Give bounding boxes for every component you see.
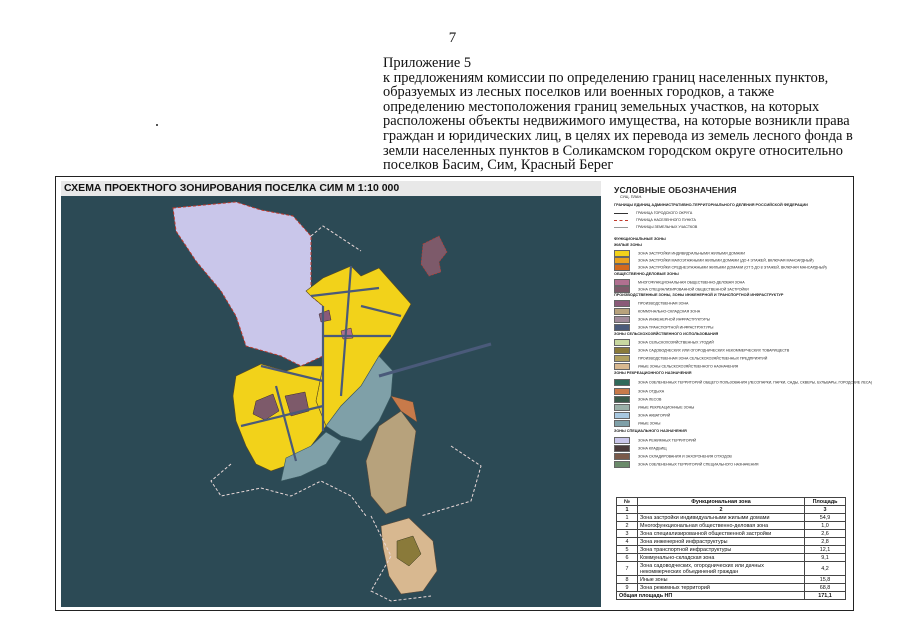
zone-number: 3 xyxy=(617,530,638,538)
zone-area: 1,0 xyxy=(805,522,846,530)
legend-swatch xyxy=(614,324,630,331)
legend-label: ЗОНА ИНЖЕНЕРНОЙ ИНФРАСТРУКТУРЫ xyxy=(638,317,710,322)
zone-name: Зона застройки индивидуальными жилыми домами xyxy=(638,514,805,522)
legend-section-header: ЗОНЫ РЕКРЕАЦИОННОГО НАЗНАЧЕНИЯ xyxy=(614,371,692,375)
legend-swatch xyxy=(614,420,630,427)
legend-swatch xyxy=(614,286,630,293)
table-index-cell: 1 xyxy=(617,506,638,514)
zone-number: 6 xyxy=(617,554,638,562)
zone-name: Зона специализированной общественной застройки xyxy=(638,530,805,538)
legend-swatch xyxy=(614,308,630,315)
zone-number: 8 xyxy=(617,576,638,584)
legend-line-swatch xyxy=(614,220,628,221)
legend-swatch xyxy=(614,404,630,411)
legend-swatch xyxy=(614,396,630,403)
zone-area-table xyxy=(616,497,846,600)
legend-item xyxy=(614,316,710,323)
legend-label: ЗОНА КЛАДБИЩ xyxy=(638,446,667,451)
legend-swatch xyxy=(614,264,630,271)
legend-section-header: ОБЩЕСТВЕННО-ДЕЛОВЫЕ ЗОНЫ xyxy=(614,272,679,276)
table-header-cell: Функциональная зона xyxy=(638,498,805,506)
legend-item xyxy=(614,347,789,354)
legend-swatch xyxy=(614,279,630,286)
zone-number: 9 xyxy=(617,584,638,592)
legend-subtitle: СУЩ. ПЛАН. xyxy=(620,195,643,199)
map-drawing xyxy=(61,196,601,607)
legend-swatch xyxy=(614,445,630,452)
legend-swatch xyxy=(614,453,630,460)
table-row xyxy=(617,514,846,522)
legend-swatch xyxy=(614,388,630,395)
legend-swatch xyxy=(614,250,630,257)
legend-boundaries-header: ГРАНИЦЫ ЕДИНИЦ АДМИНИСТРАТИВНО-ТЕРРИТОРИАЛЬНОГО ДЕЛЕНИЯ РОССИЙСКОЙ ФЕДЕРАЦИИ xyxy=(614,203,808,207)
legend-section-header: ЗОНЫ СЕЛЬСКОХОЗЯЙСТВЕННОГО ИСПОЛЬЗОВАНИЯ xyxy=(614,332,719,336)
table-row xyxy=(617,584,846,592)
legend-item xyxy=(614,308,700,315)
legend-swatch xyxy=(614,363,630,370)
legend-label: ЗОНА АКВАТОРИЙ xyxy=(638,413,671,418)
legend-swatch xyxy=(614,379,630,386)
legend-item xyxy=(614,264,827,271)
legend-label: ЗОНА ОЗЕЛЕНЕННЫХ ТЕРРИТОРИЙ ОБЩЕГО ПОЛЬЗОВАНИЯ (ЛЕСОПАРКИ, ПАРКИ, САДЫ, СКВЕРЫ, БУЛЬВАРЫ, ГОРОДСКИЕ ЛЕСА) xyxy=(638,380,873,385)
legend-item xyxy=(614,420,660,427)
table-row xyxy=(617,554,846,562)
zone-number: 5 xyxy=(617,546,638,554)
zone-number: 1 xyxy=(617,514,638,522)
zone-number: 4 xyxy=(617,538,638,546)
legend-label: ЗОНА САДОВОДЧЕСКИХ ИЛИ ОГОРОДНИЧЕСКИХ НЕКОММЕРЧЕСКИХ ТОВАРИЩЕСТВ xyxy=(638,348,790,353)
zone-name: Зона садоводческих, огороднических или дачных некоммерческих объединений граждан xyxy=(638,562,805,576)
legend-label: ЗОНА ЗАСТРОЙКИ ИНДИВИДУАЛЬНЫМИ ЖИЛЫМИ ДОМАМИ xyxy=(638,251,745,256)
zone-name: Иные зоны xyxy=(638,576,805,584)
legend-label: ГРАНИЦА НАСЕЛЕННОГО ПУНКТА xyxy=(636,218,696,222)
legend-item xyxy=(614,250,745,257)
legend-item xyxy=(614,279,745,286)
legend-item xyxy=(614,412,670,419)
table-index-cell: 3 xyxy=(805,506,846,514)
scan-speck xyxy=(156,124,158,126)
legend-swatch xyxy=(614,316,630,323)
legend-label: ЗОНА СКЛАДИРОВАНИЯ И ЗАХОРОНЕНИЯ ОТХОДОВ xyxy=(638,454,732,459)
table-row xyxy=(617,530,846,538)
legend-item xyxy=(614,461,759,468)
legend-section-header: ПРОИЗВОДСТВЕННЫЕ ЗОНЫ, ЗОНЫ ИНЖЕНЕРНОЙ И ТРАНСПОРТНОЙ ИНФРАСТРУКТУР xyxy=(614,293,784,297)
table-total-row xyxy=(617,592,846,600)
legend-label: ЗОНА РЕЖИМНЫХ ТЕРРИТОРИЙ xyxy=(638,438,697,443)
table-row xyxy=(617,562,846,576)
zone-number: 7 xyxy=(617,562,638,576)
legend-label: ГРАНИЦЫ ЗЕМЕЛЬНЫХ УЧАСТКОВ xyxy=(636,225,698,229)
legend-label: ЗОНА ТРАНСПОРТНОЙ ИНФРАСТРУКТУРЫ xyxy=(638,325,714,330)
legend-swatch xyxy=(614,412,630,419)
appendix-heading xyxy=(383,56,853,173)
table-index-row xyxy=(617,506,846,514)
legend-section-header: ФУНКЦИОНАЛЬНЫЕ ЗОНЫ xyxy=(614,237,666,241)
legend-label: ИНЫЕ ЗОНЫ СЕЛЬСКОХОЗЯЙСТВЕННОГО НАЗНАЧЕНИЯ xyxy=(638,364,739,369)
legend-swatch xyxy=(614,300,630,307)
legend-section-sub: ЖИЛЫЕ ЗОНЫ xyxy=(614,243,642,247)
legend-item xyxy=(614,363,738,370)
appendix-title: Приложение 5 xyxy=(383,55,472,71)
legend-item xyxy=(614,396,661,403)
zone-area: 12,1 xyxy=(805,546,846,554)
legend-label: ПРОИЗВОДСТВЕННАЯ ЗОНА СЕЛЬСКОХОЗЯЙСТВЕННЫХ ПРЕДПРИЯТИЙ xyxy=(638,356,768,361)
legend-boundary-item xyxy=(614,225,697,229)
legend-label: ЗОНА ЗАСТРОЙКИ СРЕДНЕЭТАЖНЫМИ ЖИЛЫМИ ДОМАМИ (ОТ 5 ДО 8 ЭТАЖЕЙ, ВКЛЮЧАЯ МАНСАРДНЫЙ) xyxy=(638,265,827,270)
legend-item xyxy=(614,404,694,411)
legend-line-swatch xyxy=(614,227,628,228)
legend-label: ИНЫЕ РЕКРЕАЦИОННЫЕ ЗОНЫ xyxy=(638,405,695,410)
legend-item xyxy=(614,437,696,444)
regime-zone-west xyxy=(173,202,323,366)
legend-label: ЗОНА ЛЕСОВ xyxy=(638,397,662,402)
zone-area: 4,2 xyxy=(805,562,846,576)
northeast-engineering-object xyxy=(421,236,447,276)
legend-label: ЗОНА ОТДЫХА xyxy=(638,389,665,394)
table-index-cell: 2 xyxy=(638,506,805,514)
legend-label: ЗОНА СПЕЦИАЛИЗИРОВАННОЙ ОБЩЕСТВЕННОЙ ЗАСТРОЙКИ xyxy=(638,287,749,292)
legend-item xyxy=(614,379,872,386)
zone-area: 2,8 xyxy=(805,538,846,546)
zone-name: Зона транспортной инфраструктуры xyxy=(638,546,805,554)
table-header-cell: Площадь xyxy=(805,498,846,506)
appendix-description: к предложениям комиссии по определению границ населенных пунктов, образуемых из лесных поселков или военных городков, а также определению местоположения границ земельных участков, на которых расположены объекты недвижимого имущества, на которые возникли права граждан и юридических лиц, в целях их перевода из земель лесного фонда в земли населенных пунктов в Соликамском городском округе относительно поселков Басим, Сим, Красный Берег xyxy=(383,69,853,174)
table-row xyxy=(617,576,846,584)
zoning-map xyxy=(61,181,601,607)
legend-item xyxy=(614,324,713,331)
map-legend xyxy=(608,182,873,492)
zone-name: Многофункциональная общественно-деловая зона xyxy=(638,522,805,530)
zone-name: Коммунально-складская зона xyxy=(638,554,805,562)
map-title: СХЕМА ПРОЕКТНОГО ЗОНИРОВАНИЯ ПОСЕЛКА СИМ М 1:10 000 xyxy=(61,181,601,196)
legend-swatch xyxy=(614,347,630,354)
zone-area: 2,6 xyxy=(805,530,846,538)
legend-title: УСЛОВНЫЕ ОБОЗНАЧЕНИЯ xyxy=(614,185,737,195)
zone-area: 54,9 xyxy=(805,514,846,522)
legend-label: ПРОИЗВОДСТВЕННАЯ ЗОНА xyxy=(638,301,689,306)
zone-area: 68,8 xyxy=(805,584,846,592)
legend-section-header: ЗОНЫ СПЕЦИАЛЬНОГО НАЗНАЧЕНИЯ xyxy=(614,429,687,433)
table-row xyxy=(617,522,846,530)
transport-corridor xyxy=(379,344,491,376)
zone-name: Зона режимных территорий xyxy=(638,584,805,592)
zone-name: Зона инженерной инфраструктуры xyxy=(638,538,805,546)
legend-item xyxy=(614,339,714,346)
legend-label: МНОГОФУНКЦИОНАЛЬНАЯ ОБЩЕСТВЕННО-ДЕЛОВАЯ ЗОНА xyxy=(638,280,745,285)
table-header-row xyxy=(617,498,846,506)
legend-swatch xyxy=(614,355,630,362)
page-number: 7 xyxy=(448,30,457,46)
legend-item xyxy=(614,286,749,293)
legend-swatch xyxy=(614,257,630,264)
total-value: 171,1 xyxy=(805,592,846,600)
legend-item xyxy=(614,453,732,460)
legend-swatch xyxy=(614,437,630,444)
legend-line-swatch xyxy=(614,213,628,214)
table-row xyxy=(617,538,846,546)
legend-label: ЗОНА ЗАСТРОЙКИ МАЛОЭТАЖНЫМИ ЖИЛЫМИ ДОМАМИ (ДО 4 ЭТАЖЕЙ, ВКЛЮЧАЯ МАНСАРДНЫЙ) xyxy=(638,258,814,263)
table-header-cell: № xyxy=(617,498,638,506)
legend-item xyxy=(614,445,667,452)
zone-area: 15,8 xyxy=(805,576,846,584)
legend-item xyxy=(614,300,688,307)
legend-swatch xyxy=(614,339,630,346)
table-row xyxy=(617,546,846,554)
legend-swatch xyxy=(614,461,630,468)
zone-number: 2 xyxy=(617,522,638,530)
legend-label: ГРАНИЦА ГОРОДСКОГО ОКРУГА xyxy=(636,211,693,215)
legend-label: КОММУНАЛЬНО-СКЛАДСКАЯ ЗОНА xyxy=(638,309,701,314)
legend-item xyxy=(614,388,664,395)
legend-boundary-item xyxy=(614,218,696,222)
legend-boundary-item xyxy=(614,211,692,215)
legend-label: ЗОНА ОЗЕЛЕНЕННЫХ ТЕРРИТОРИЙ СПЕЦИАЛЬНОГО НАЗНАЧЕНИЯ xyxy=(638,462,759,467)
total-label: Общая площадь НП xyxy=(617,592,805,600)
legend-label: ИНЫЕ ЗОНЫ xyxy=(638,421,661,426)
legend-item xyxy=(614,257,814,264)
zone-area: 9,1 xyxy=(805,554,846,562)
legend-item xyxy=(614,355,767,362)
legend-label: ЗОНА СЕЛЬСКОХОЗЯЙСТВЕННЫХ УГОДИЙ xyxy=(638,340,714,345)
